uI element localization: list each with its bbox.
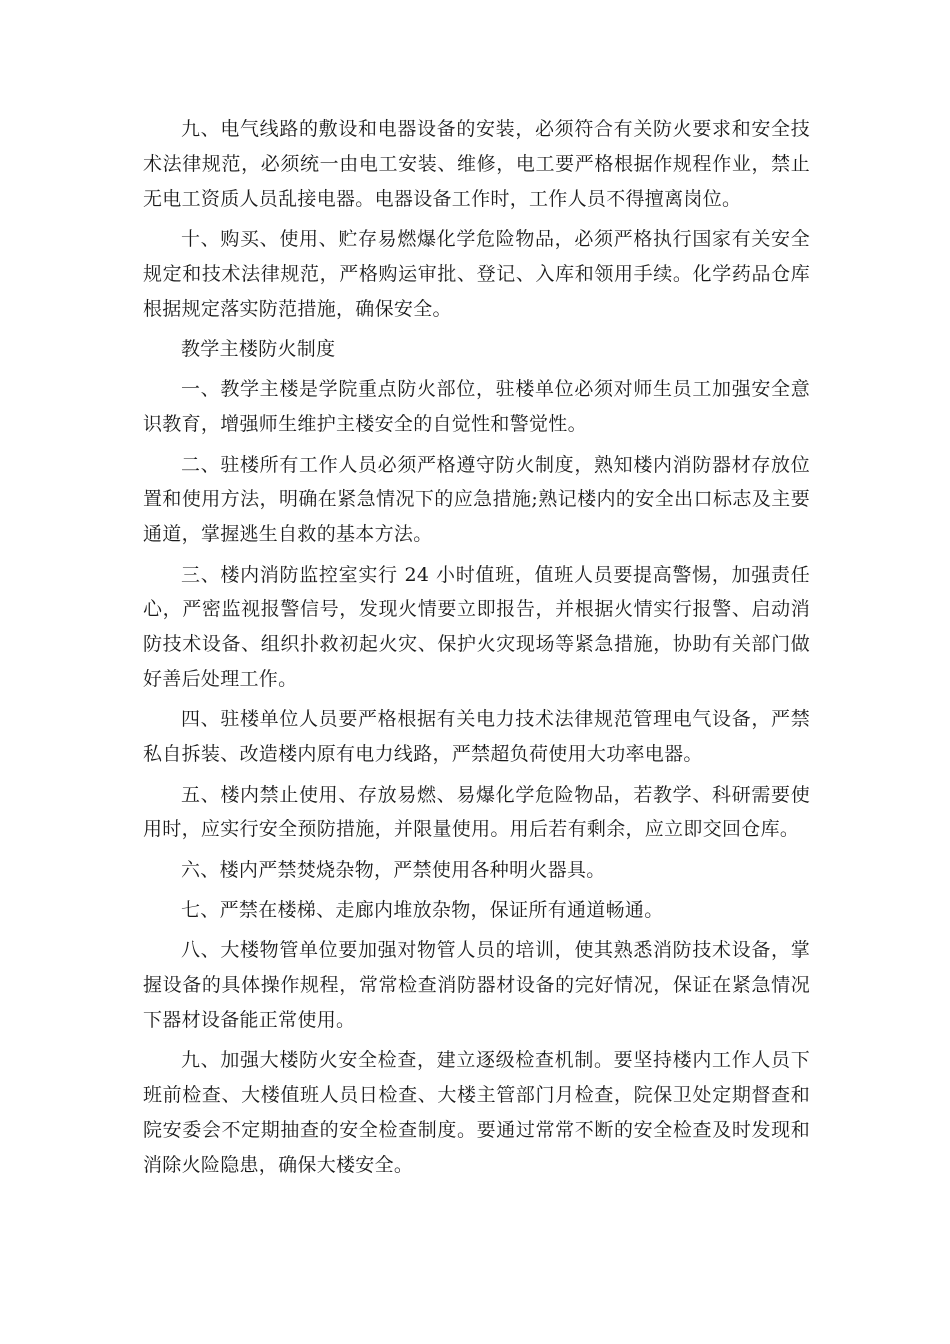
paragraph-rule-9: 九、加强大楼防火安全检查，建立逐级检查机制。要坚持楼内工作人员下班前检查、大楼值班人员日检查、大楼主管部门月检查，院保卫处定期督查和院安委会不定期抽查的安全检查制度。要通过常常不断的安全检查及时发现和消除火险隐患，确保大楼安全。: [143, 1049, 810, 1176]
document-body: [143, 112, 810, 1188]
paragraph-rule-7: 七、严禁在楼梯、走廊内堆放杂物，保证所有通道畅通。: [181, 899, 664, 922]
section-heading: 教学主楼防火制度: [181, 337, 336, 360]
paragraph-rule-8: 八、大楼物管单位要加强对物管人员的培训，使其熟悉消防技术设备，掌握设备的具体操作规程，常常检查消防器材设备的完好情况，保证在紧急情况下器材设备能正常使用。: [143, 939, 810, 1032]
paragraph-rule-6: 六、楼内严禁焚烧杂物，严禁使用各种明火器具。: [181, 858, 606, 881]
paragraph-rule-3: 三、楼内消防监控室实行 24 小时值班，值班人员要提高警惕，加强责任心，严密监视报警信号，发现火情要立即报告，并根据火情实行报警、启动消防技术设备、组织扑救初起火灾、保护火灾现场等紧急措施，协助有关部门做好善后处理工作。: [143, 563, 810, 690]
paragraph-item-10-chemicals: 十、购买、使用、贮存易燃爆化学危险物品，必须严格执行国家有关安全规定和技术法律规范，严格购运审批、登记、入库和领用手续。化学药品仓库根据规定落实防范措施，确保安全。: [143, 227, 810, 320]
paragraph-rule-1: 一、教学主楼是学院重点防火部位，驻楼单位必须对师生员工加强安全意识教育，增强师生维护主楼安全的自觉性和警觉性。: [143, 378, 810, 436]
paragraph-rule-5: 五、楼内禁止使用、存放易燃、易爆化学危险物品，若教学、科研需要使用时，应实行安全预防措施，并限量使用。用后若有剩余，应立即交回仓库。: [143, 783, 810, 841]
paragraph-rule-4: 四、驻楼单位人员要严格根据有关电力技术法律规范管理电气设备，严禁私自拆装、改造楼内原有电力线路，严禁超负荷使用大功率电器。: [143, 708, 810, 766]
paragraph-item-9-wiring: 九、电气线路的敷设和电器设备的安装，必须符合有关防火要求和安全技术法律规范，必须统一由电工安装、维修，电工要严格根据作规程作业，禁止无电工资质人员乱接电器。电器设备工作时，工作人员不得擅离岗位。: [143, 118, 810, 210]
paragraph-rule-2: 二、驻楼所有工作人员必须严格遵守防火制度，熟知楼内消防器材存放位置和使用方法，明确在紧急情况下的应急措施;熟记楼内的安全出口标志及主要通道，掌握逃生自救的基本方法。: [143, 453, 810, 546]
